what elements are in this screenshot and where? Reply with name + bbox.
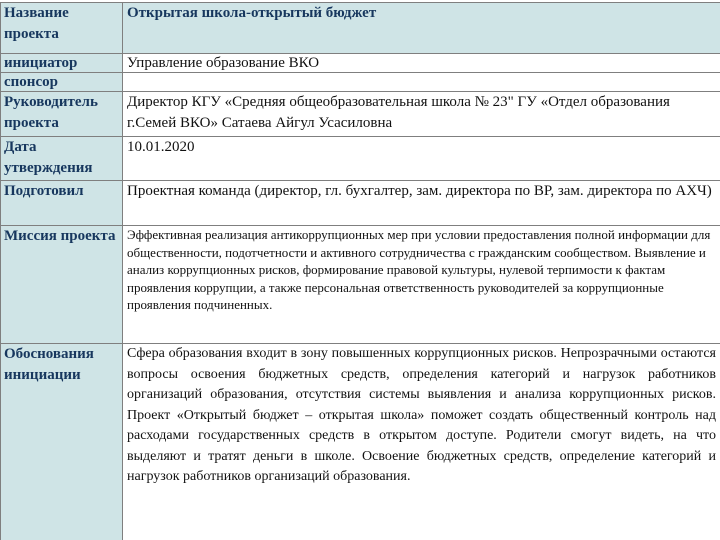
row-mission: [1, 226, 720, 344]
row-sponsor: [1, 73, 720, 92]
manager-value: Директор КГУ «Средняя общеобразовательная школа № 23" ГУ «Отдел образования г.Семей ВКО» Сатаева Айгул Усасиловна: [123, 92, 720, 137]
mission-value: Эффективная реализация антикоррупционных мер при условии предоставления полной информации для общественности, подотчетности и активного сотрудничества с гражданским сообществом. Выявление и анализ коррупционных рисков, формирование правовой культуры, нулевой терпимости к фактам проявления коррупции, а также персональная ответственность руководителей за коррупционные проявления подчиненных.: [123, 226, 720, 344]
manager-label: Руководитель проекта: [1, 92, 123, 137]
initiator-value: Управление образование ВКО: [123, 54, 720, 73]
prepared-by-label: Подготовил: [1, 181, 123, 226]
mission-label: Миссия проекта: [1, 226, 123, 344]
approval-date-value: 10.01.2020: [123, 137, 720, 181]
project-passport-table: [0, 2, 720, 540]
row-project-name: [1, 3, 720, 54]
rationale-label: Обоснования инициации: [1, 344, 123, 540]
row-manager: [1, 92, 720, 137]
project-name-value: Открытая школа-открытый бюджет: [123, 3, 720, 54]
initiator-label: инициатор: [1, 54, 123, 73]
row-prepared-by: [1, 181, 720, 226]
sponsor-label: спонсор: [1, 73, 123, 92]
row-rationale: [1, 344, 720, 540]
row-approval-date: [1, 137, 720, 181]
sponsor-value: [123, 73, 720, 92]
project-name-label: Название проекта: [1, 3, 123, 54]
row-initiator: [1, 54, 720, 73]
approval-date-label: Дата утверждения: [1, 137, 123, 181]
rationale-value: Сфера образования входит в зону повышенных коррупционных рисков. Непрозрачными остаются вопросы освоения бюджетных средств, определения категорий и нагрузок работников организаций образования, отсутствия системы выявления и анализа коррупционных рисков. Проект «Открытый бюджет – открытая школа» поможет создать общественный контроль над расходами государственных средств в открытом доступе. Родители смогут видеть, на что выделяют и тратят деньги в школе. Освоение бюджетных средств, определение категорий и нагрузок работников организаций образования.: [123, 344, 720, 540]
prepared-by-value: Проектная команда (директор, гл. бухгалтер, зам. директора по ВР, зам. директора по АХЧ): [123, 181, 720, 226]
